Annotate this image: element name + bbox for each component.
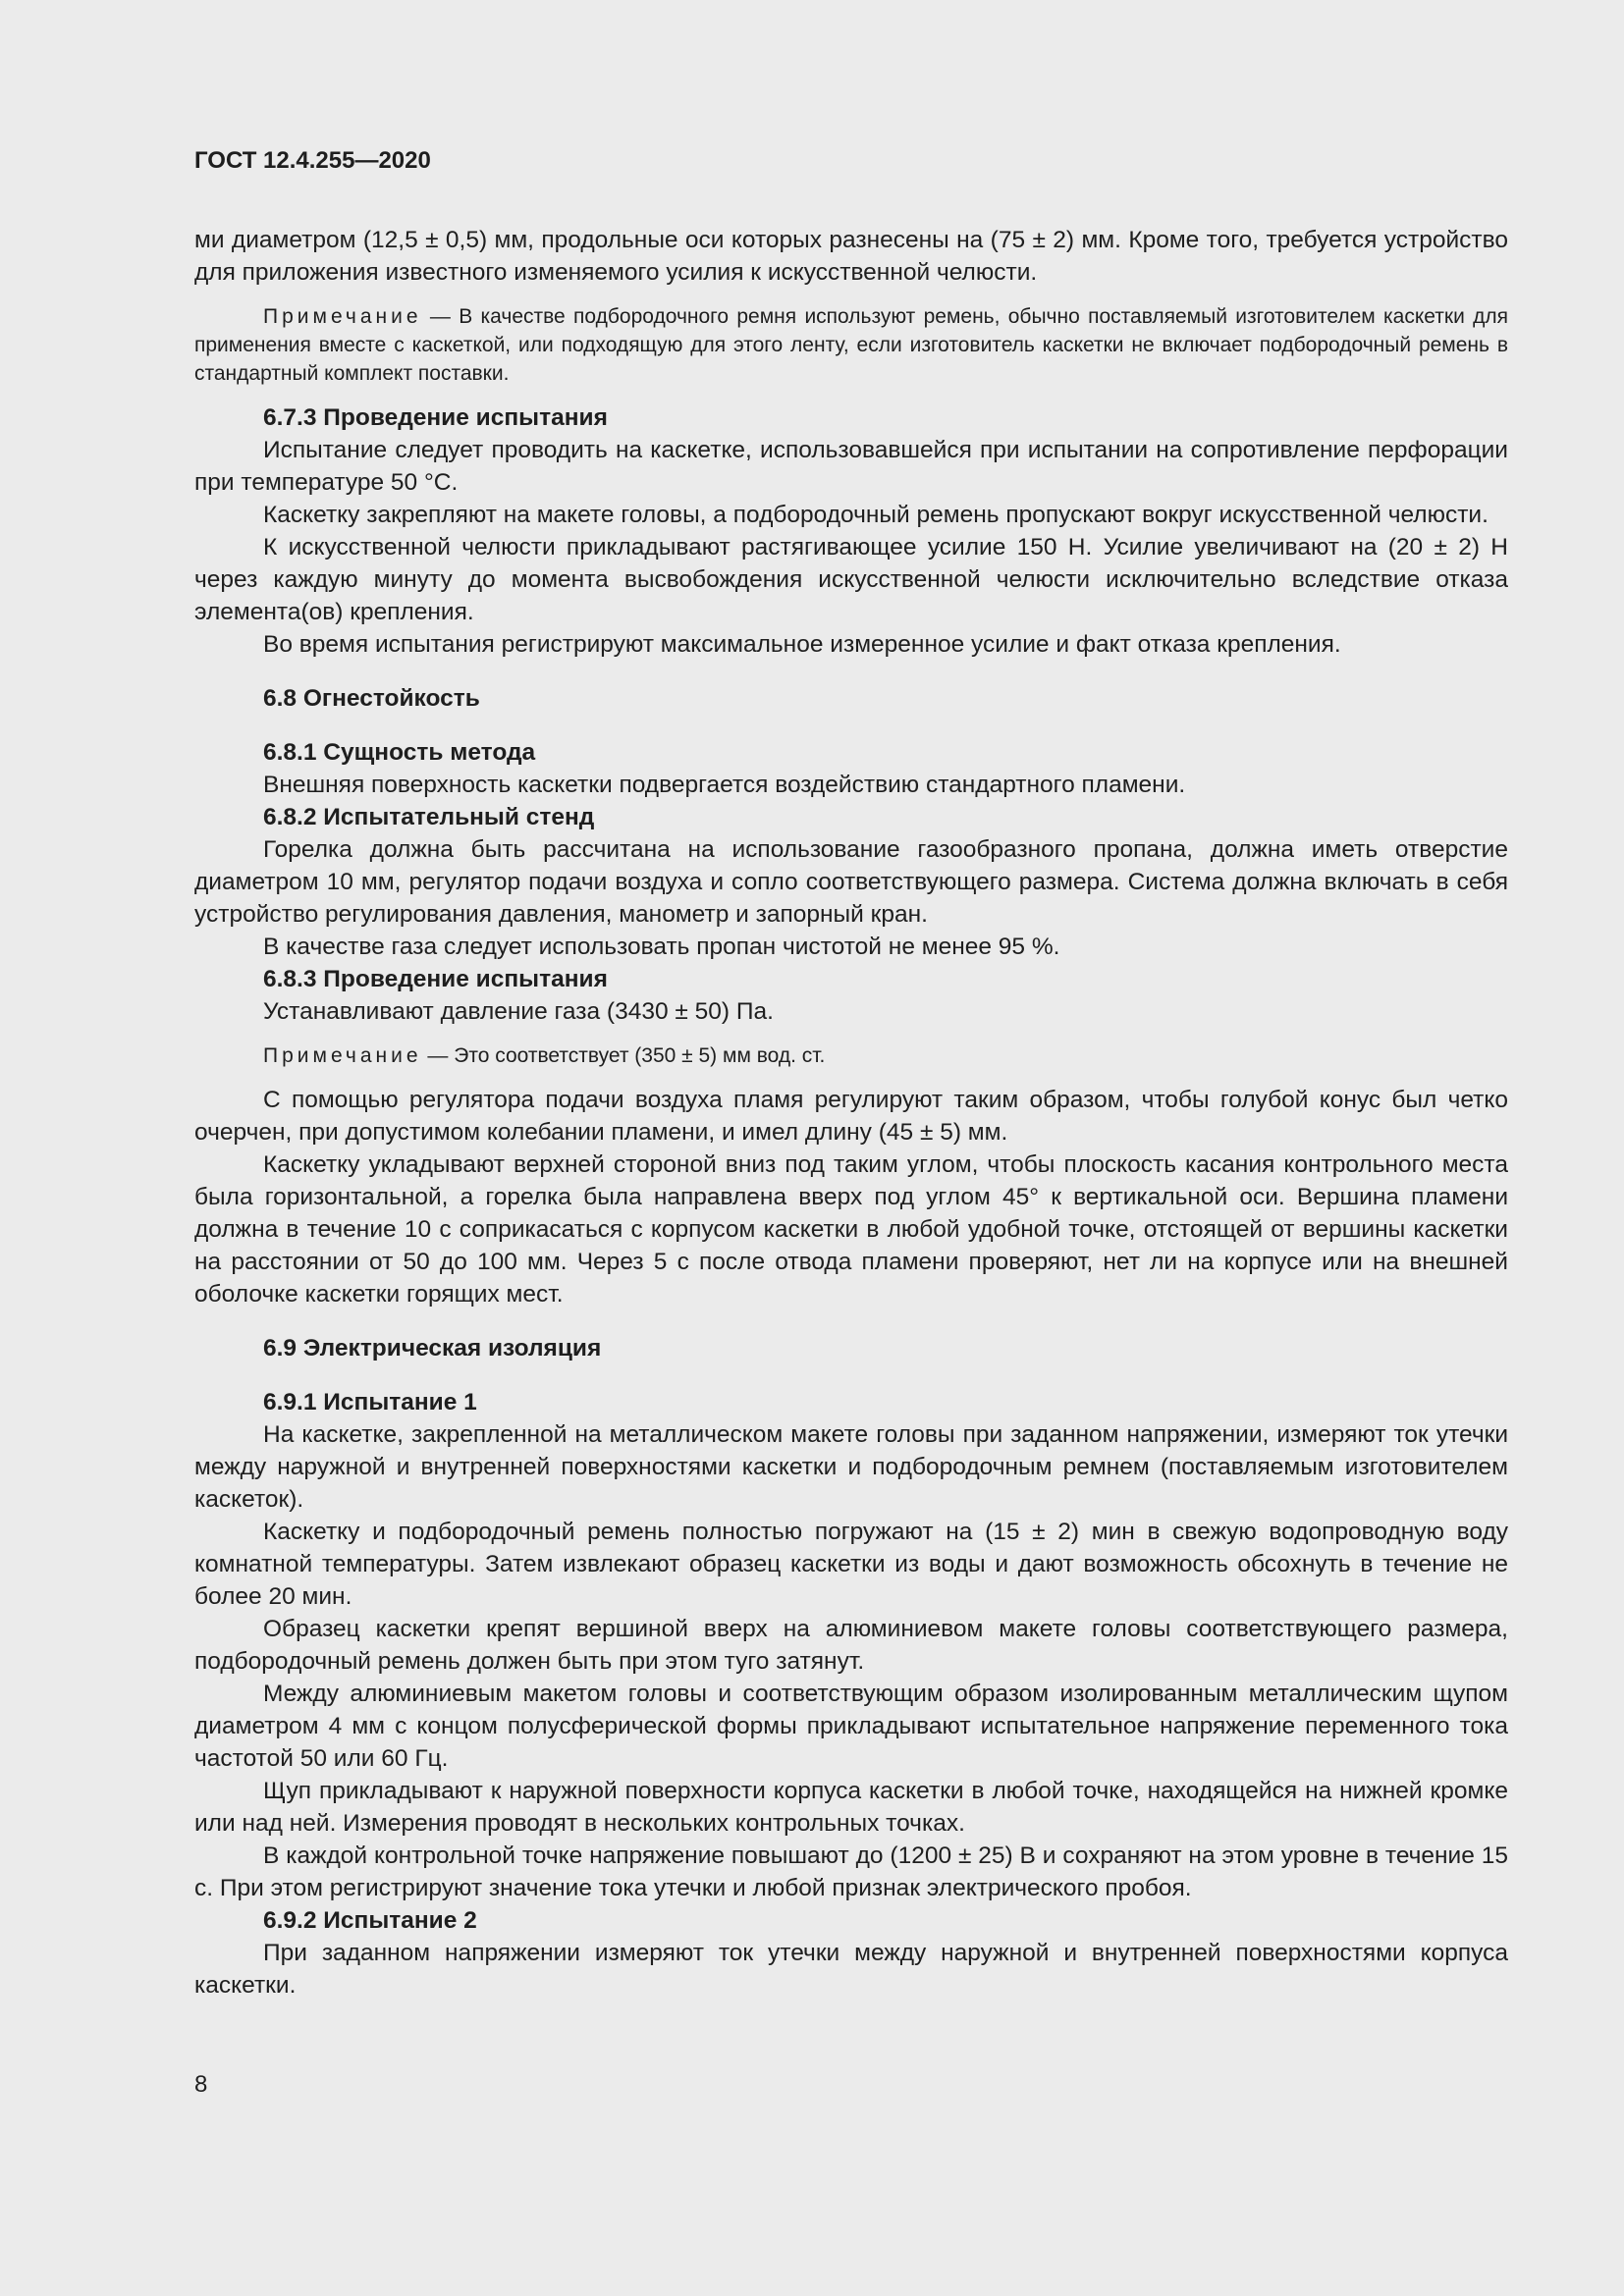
paragraph-continuation: ми диаметром (12,5 ± 0,5) мм, продольные оси которых разнесены на (75 ± 2) мм. Кроме того, требуется устройство для приложения известного изменяемого усилия к искусственной челюсти.	[194, 227, 1508, 286]
paragraph-6-8-3-1: Устанавливают давление газа (3430 ± 50) Па.	[263, 998, 774, 1025]
heading-6-7-3: 6.7.3 Проведение испытания	[263, 404, 608, 431]
paragraph-6-9-1-1: На каскетке, закрепленной на металлическом макете головы при заданном напряжении, измеряют ток утечки между наружной и внутренней поверхностями каскетки и подбородочным ремнем (поставляемым изготовителем каскеток).	[194, 1421, 1508, 1513]
note-pressure	[194, 1041, 1508, 1070]
paragraph-6-7-3-1: Испытание следует проводить на каскетке, использовавшейся при испытании на сопротивление перфорации при температуре 50 °С.	[194, 437, 1508, 496]
document-header: ГОСТ 12.4.255—2020	[194, 147, 431, 174]
heading-6-8-3: 6.8.3 Проведение испытания	[263, 966, 608, 992]
paragraph-6-9-1-6: В каждой контрольной точке напряжение повышают до (1200 ± 25) В и сохраняют на этом уровне в течение 15 с. При этом регистрируют значение тока утечки и любой признак электрического пробоя.	[194, 1842, 1508, 1901]
paragraph-6-8-1: Внешняя поверхность каскетки подвергается воздействию стандартного пламени.	[263, 772, 1186, 798]
paragraph-6-8-2-1: Горелка должна быть рассчитана на использование газообразного пропана, должна иметь отверстие диаметром 10 мм, регулятор подачи воздуха и сопло соответствующего размера. Система должна включать в себя устройство регулирования давления, манометр и запорный кран.	[194, 836, 1508, 928]
heading-6-8: 6.8 Огнестойкость	[263, 685, 480, 712]
paragraph-6-7-3-3: К искусственной челюсти прикладывают растягивающее усилие 150 Н. Усилие увеличивают на (20 ± 2) Н через каждую минуту до момента высвобождения искусственной челюсти исключительно вследствие отказа элемента(ов) крепления.	[194, 534, 1508, 625]
heading-6-9-2: 6.9.2 Испытание 2	[263, 1907, 477, 1934]
paragraph-6-9-1-5: Щуп прикладывают к наружной поверхности корпуса каскетки в любой точке, находящейся на нижней кромке или над ней. Измерения проводят в нескольких контрольных точках.	[194, 1778, 1508, 1837]
paragraph-6-9-2-1: При заданном напряжении измеряют ток утечки между наружной и внутренней поверхностями корпуса каскетки.	[194, 1940, 1508, 1999]
heading-6-9: 6.9 Электрическая изоляция	[263, 1335, 602, 1362]
page-body	[194, 224, 1508, 2002]
note-label: Примечание	[263, 1044, 422, 1067]
heading-6-9-1: 6.9.1 Испытание 1	[263, 1389, 477, 1415]
heading-6-8-1: 6.8.1 Сущность метода	[263, 739, 536, 766]
note-text: — Это соответствует (350 ± 5) мм вод. ст.	[421, 1044, 826, 1067]
paragraph-6-7-3-2: Каскетку закрепляют на макете головы, а подбородочный ремень пропускают вокруг искусственной челюсти.	[263, 502, 1489, 528]
note-label: Примечание	[263, 305, 422, 328]
note-text: — В качестве подбородочного ремня используют ремень, обычно поставляемый изготовителем каскетки для применения вместе с каскеткой, или подходящую для этого ленту, если изготовитель каскетки не включает подбородочный ремень в стандартный комплект поставки.	[194, 305, 1508, 385]
paragraph-6-9-1-2: Каскетку и подбородочный ремень полностью погружают на (15 ± 2) мин в свежую водопроводную воду комнатной температуры. Затем извлекают образец каскетки из воды и дают возможность обсохнуть в течение не более 20 мин.	[194, 1519, 1508, 1610]
paragraph-6-7-3-4: Во время испытания регистрируют максимальное измеренное усилие и факт отказа крепления.	[263, 631, 1341, 658]
paragraph-6-8-3-3: Каскетку укладывают верхней стороной вниз под таким углом, чтобы плоскость касания контрольного места была горизонтальной, а горелка была направлена вверх под углом 45° к вертикальной оси. Вершина пламени должна в течение 10 с соприкасаться с корпусом каскетки в любой удобной точке, отстоящей от вершины каскетки на расстоянии от 50 до 100 мм. Через 5 с после отвода пламени проверяют, нет ли на корпусе или на внешней оболочке каскетки горящих мест.	[194, 1151, 1508, 1308]
note-chin-strap	[194, 302, 1508, 388]
page-number: 8	[194, 2071, 208, 2098]
paragraph-6-9-1-4: Между алюминиевым макетом головы и соответствующим образом изолированным металлическим щупом диаметром 4 мм с концом полусферической формы прикладывают испытательное напряжение переменного тока частотой 50 или 60 Гц.	[194, 1681, 1508, 1772]
heading-6-8-2: 6.8.2 Испытательный стенд	[263, 804, 595, 830]
paragraph-6-8-2-2: В качестве газа следует использовать пропан чистотой не менее 95 %.	[263, 934, 1060, 960]
paragraph-6-9-1-3: Образец каскетки крепят вершиной вверх на алюминиевом макете головы соответствующего размера, подбородочный ремень должен быть при этом туго затянут.	[194, 1616, 1508, 1675]
paragraph-6-8-3-2: С помощью регулятора подачи воздуха пламя регулируют таким образом, чтобы голубой конус был четко очерчен, при допустимом колебании пламени, и имел длину (45 ± 5) мм.	[194, 1087, 1508, 1146]
